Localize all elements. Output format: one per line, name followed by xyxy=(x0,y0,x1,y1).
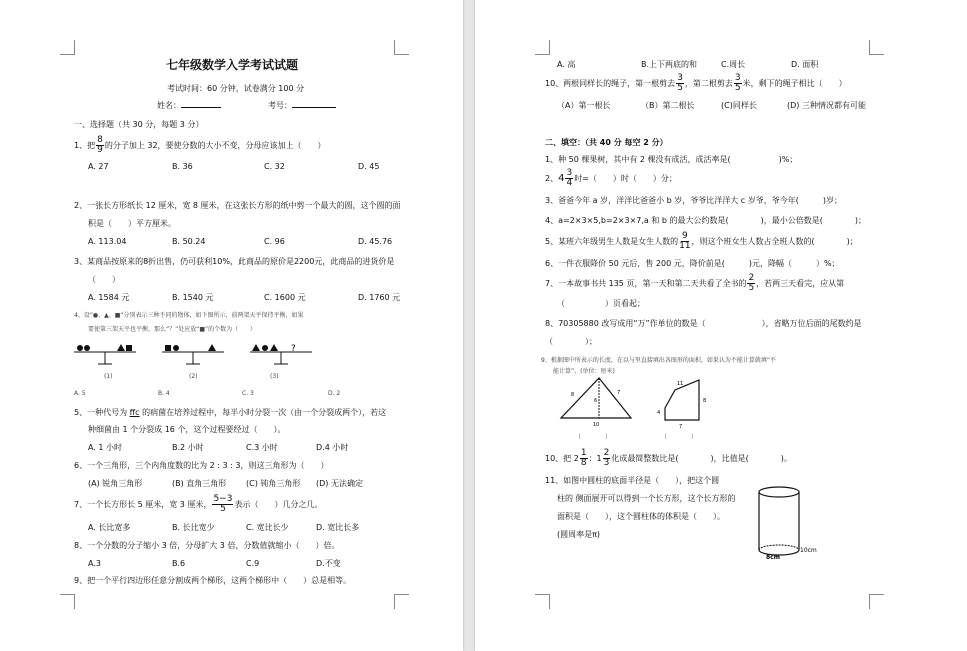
option-a: A. 27 xyxy=(88,162,109,171)
option-c: (C)同样长 xyxy=(721,101,757,110)
question-9: 9、把一个平行四边形任意分割成两个梯形，这两个梯形中（ ）总是相等。 xyxy=(74,576,352,585)
crop-mark xyxy=(869,40,884,55)
option-c: C. 宽比长少 xyxy=(246,523,289,532)
option-b: (B) 直角三角形 xyxy=(172,479,227,488)
crop-mark xyxy=(394,594,409,609)
diameter-label: 8cm xyxy=(766,554,780,561)
side-label: 8 xyxy=(703,398,707,404)
fill-4: 4、a=2×3×5,b=2×3×7,a 和 b 的最大公约数是( )，最小公倍数是( )； xyxy=(545,216,867,225)
option-d: D. 1760 元 xyxy=(358,293,401,302)
fill-9-cont: 能计算”。(单位：厘米) xyxy=(553,368,615,375)
question-6: 6、一个三角形，三个内角度数的比为 2 : 3 : 3，则这三角形为（ ） xyxy=(74,461,329,470)
fill-11-cont: 柱的 侧面展开可以得到一个长方形，这个长方形的 xyxy=(557,494,736,503)
crop-mark xyxy=(869,594,884,609)
option-a: (A) 锐角三角形 xyxy=(88,479,143,488)
option-b: B.2 小时 xyxy=(172,443,204,452)
option-b: B. 4 xyxy=(158,390,170,397)
right-page xyxy=(475,0,967,651)
option-c: C.9 xyxy=(246,559,260,568)
section-heading: 一、选择题（共 30 分，每题 3 分） xyxy=(74,120,204,129)
base-label: 7 xyxy=(679,424,683,430)
question-4-cont: 要使第三架天平也平衡，那么“？”处应放“■”的个数为（ ） xyxy=(88,326,257,333)
crop-mark xyxy=(60,40,75,55)
scale-label-1: (1) xyxy=(104,373,113,380)
fill-11-cont: 面积是（ ），这个圆柱体的体积是（ ）。 xyxy=(557,512,725,521)
question-8: 8、一个分数的分子缩小 3 倍，分母扩大 3 倍，分数值就缩小（ ）倍。 xyxy=(74,541,340,550)
fill-1: 1、种 50 棵果树，其中有 2 棵没有成活，成活率是( )%； xyxy=(545,155,798,164)
option-c: (C) 钝角三角形 xyxy=(246,479,301,488)
option-a: A. 1 小时 xyxy=(88,443,123,452)
scale-label-2: (2) xyxy=(189,373,198,380)
option-d: D.不变 xyxy=(316,559,341,568)
option-b: B. 长比宽少 xyxy=(172,523,215,532)
fill-6: 6、一件衣服降价 50 元后，售 200 元，降价前是( )元，降幅（ ）%； xyxy=(545,259,840,268)
balance-scale-1 xyxy=(74,344,136,364)
question-5-cont: 种细菌由 1 个分裂成 16 个，这个过程要经过（ ）。 xyxy=(88,425,286,434)
option-a: A. 长比宽多 xyxy=(88,523,131,532)
left-page xyxy=(0,0,463,651)
option-d: D. 45 xyxy=(358,162,380,171)
fill-7-cont: （ ）页看起； xyxy=(557,299,645,308)
side-label: 11 xyxy=(677,381,684,387)
fill-3: 3、爸爸今年 a 岁，洋洋比爸爸小 b 岁，爷爷比洋洋大 c 岁爷，爷今年( )岁； xyxy=(545,196,842,205)
fill-5: 5、某班六年级男生人数是女生人数的 $\frac{9}{11}$ ，则这个班女生人数占全班人数的( )； xyxy=(545,231,858,251)
crop-mark xyxy=(535,594,550,609)
balance-scale-2 xyxy=(162,344,224,364)
option-d: D. 面积 xyxy=(791,60,819,69)
fill-2: 2、4 $\frac{3}{4}$ 时=（ ）时（ ）分； xyxy=(545,168,677,188)
question-2: 2、一张长方形纸长 12 厘米，宽 8 厘米，在这张长方形的纸中剪一个最大的圆，这个圆的面 xyxy=(74,201,401,210)
balance-scale-3 xyxy=(250,344,312,364)
option-b: B.6 xyxy=(172,559,186,568)
answer-blank: （ ） xyxy=(661,434,698,441)
question-7: 7、一个长方形长 5 厘米，宽 3 厘米， $\frac{5-3}{5}$ 表示（ ）几分之几。 xyxy=(74,494,323,514)
option-c: C. 32 xyxy=(264,162,285,171)
side-label: 4 xyxy=(657,410,661,416)
option-a: （A）第一根长 xyxy=(557,101,611,110)
cylinder-figure xyxy=(757,486,837,566)
height-label: 10cm xyxy=(800,547,817,554)
option-c: C. 1600 元 xyxy=(264,293,306,302)
option-a: A. 1584 元 xyxy=(88,293,130,302)
fill-11-note: (圆周率是π) xyxy=(557,530,601,539)
option-c: C.3 小时 xyxy=(246,443,278,452)
option-b: B.上下两底的和 xyxy=(641,60,698,69)
section-heading: 二、填空：（共 40 分 每空 2 分） xyxy=(545,138,668,147)
option-b: （B）第二根长 xyxy=(641,101,695,110)
exam-info: 考试时间：60 分钟，试卷满分 100 分 xyxy=(167,84,305,93)
option-b: B. 36 xyxy=(172,162,193,171)
trapezoid-figure xyxy=(655,378,735,438)
side-label: 7 xyxy=(617,390,621,396)
crop-mark xyxy=(535,40,550,55)
crop-mark xyxy=(60,594,75,609)
option-b: B. 1540 元 xyxy=(172,293,214,302)
fill-7: 7、一本故事书共 135 页，第一天和第二天共看了全书的 $\frac{2}{5}$ ，若两三天看完，应从第 xyxy=(545,273,845,293)
option-a: A.3 xyxy=(88,559,101,568)
option-c: C. 3 xyxy=(242,390,254,397)
fill-10: 10、把 2 $\frac{1}{8}$ ：1 $\frac{2}{3}$ 化成最简整数比是( )，比值是( )。 xyxy=(545,448,792,468)
question-2-cont: 积是（ ）平方厘米。 xyxy=(88,219,176,228)
base-label: 10 xyxy=(593,422,600,428)
answer-blank: （ ） xyxy=(575,434,612,441)
option-d: (D) 无法确定 xyxy=(316,479,363,488)
name-field: 姓名： xyxy=(157,101,221,111)
question-10: 10、两根同样长的绳子，第一根剪去 $\frac{3}{5}$ ，第二根剪去 $\frac{3}{5}$ 米，剩下的绳子相比（ ） xyxy=(545,73,847,93)
fill-8: 8、70305880 改写成用“万”作单位的数是（ ），省略万位后面的尾数约是 xyxy=(545,319,862,328)
fill-9: 9、根据图中所表示的长度，在以与里直接填出各图形的面积，如果认为不能计算就填“不 xyxy=(541,357,776,364)
option-c: C.周长 xyxy=(721,60,746,69)
page-title: 七年级数学入学考试试题 xyxy=(166,58,299,72)
option-d: (D) 三种情况都有可能 xyxy=(787,101,866,110)
question-3: 3、某商品按原来的8折出售，仍可获利10%，此商品的原价是2200元，此商品的进货价是 xyxy=(74,257,395,266)
option-a: A. 高 xyxy=(557,60,576,69)
triangle-figure xyxy=(557,376,647,436)
option-a: A. 113.04 xyxy=(88,237,127,246)
option-b: B. 50.24 xyxy=(172,237,206,246)
option-a: A. 5 xyxy=(74,390,86,397)
question-3-cont: （ ） xyxy=(88,275,120,284)
crop-mark xyxy=(394,40,409,55)
option-d: D.4 小时 xyxy=(316,443,349,452)
fill-11: 11、如图中圆柱的底面半径是（ ），把这个圆 xyxy=(545,476,720,485)
question-1: 1、把 $\frac{8}{9}$ 的分子加上 32，要使分数的大小不变，分母应该加上（ ） xyxy=(74,135,326,155)
question-4: 4、设“●、▲、■”分别表示三种不同的物体，如下图所示，前两架天平保持平衡，如果 xyxy=(74,312,304,319)
scale-label-3: (3) xyxy=(270,373,279,380)
option-d: D. 45.76 xyxy=(358,237,393,246)
fill-8-cont: （ ）； xyxy=(545,337,597,346)
question-mark: ? xyxy=(291,344,296,354)
number-field: 考号： xyxy=(268,101,336,111)
balance-scales-figure xyxy=(74,340,334,380)
height-label: 6 xyxy=(594,398,598,404)
option-d: D. 宽比长多 xyxy=(316,523,360,532)
side-label: 8 xyxy=(571,392,575,398)
option-c: C. 96 xyxy=(264,237,285,246)
question-5: 5、一种代号为 ffc 的病菌在培养过程中，每半小时分裂一次（由一个分裂成两个），若这 xyxy=(74,408,387,417)
option-d: D. 2 xyxy=(328,390,341,397)
